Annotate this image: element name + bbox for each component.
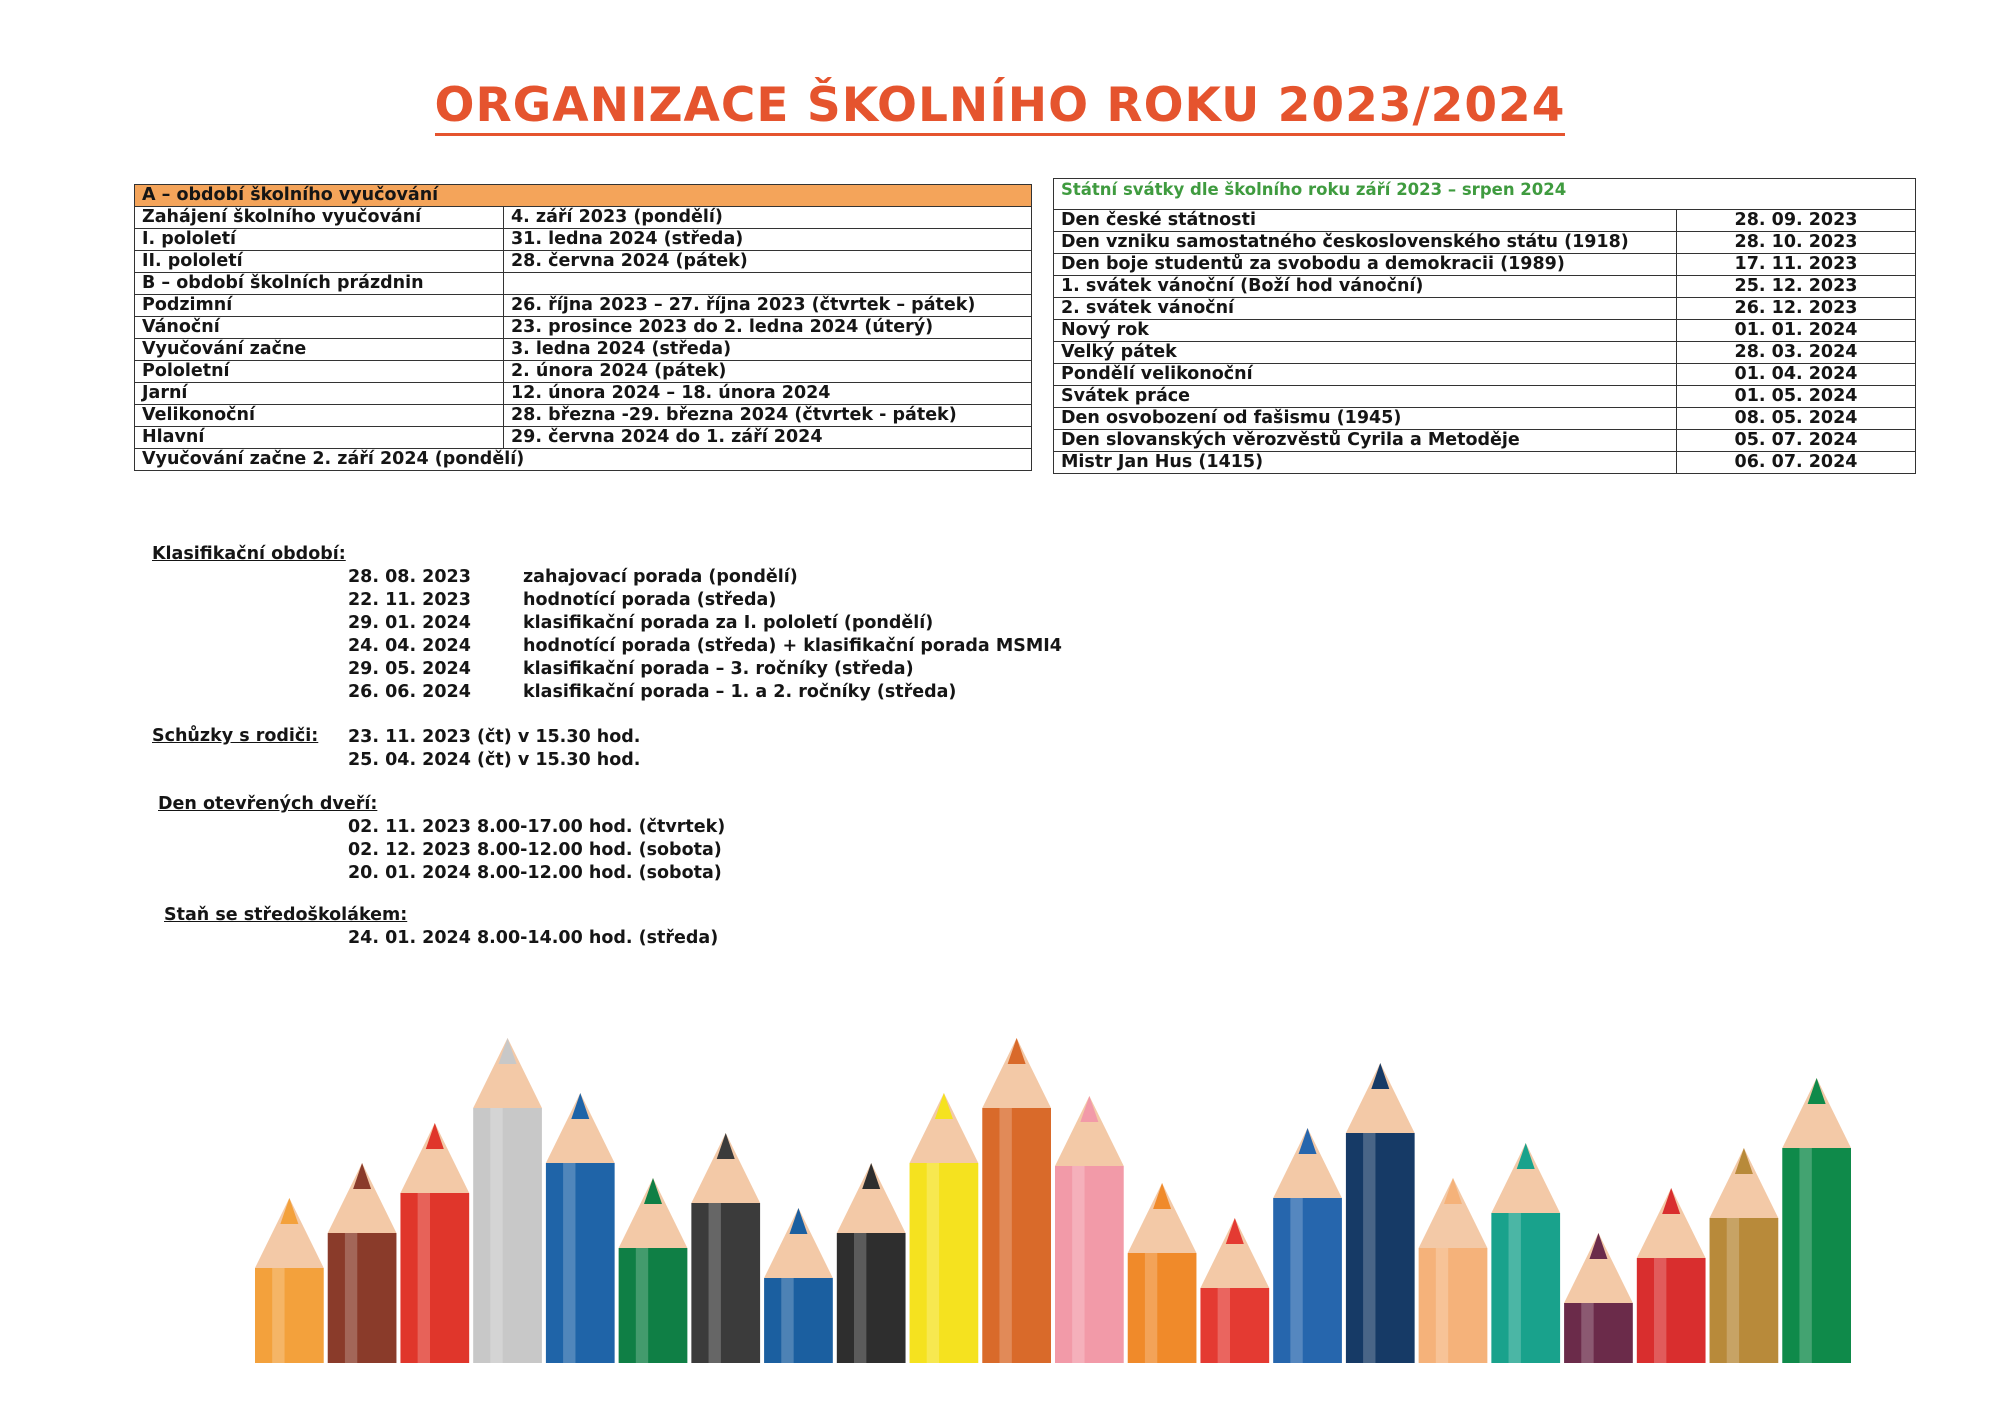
- pencil-highlight: [345, 1233, 357, 1363]
- list-item: [348, 566, 798, 589]
- pencil-body: [473, 1108, 542, 1363]
- pencil-highlight: [418, 1193, 430, 1363]
- footer-note: Vyučování začne 2. září 2024 (pondělí): [135, 449, 1032, 471]
- holiday-row: [1054, 210, 1916, 232]
- pencil: [1273, 1128, 1342, 1363]
- holiday-date: 05. 07. 2024: [1677, 430, 1916, 452]
- stredoskolak-heading: Staň se středoškolákem:: [164, 905, 408, 925]
- holiday-row: [1054, 254, 1916, 276]
- holiday-row: [1054, 452, 1916, 474]
- schuzky-heading: Schůzky s rodiči:: [152, 726, 319, 746]
- item-date: 28. 08. 2023: [348, 567, 471, 587]
- holiday-date: 28. 03. 2024: [1677, 342, 1916, 364]
- item-label: hodnotící porada (středa): [523, 590, 777, 610]
- period-label: Velikonoční: [135, 405, 504, 427]
- pencil: [1564, 1233, 1633, 1363]
- pencil-highlight: [1509, 1213, 1521, 1363]
- pencil-highlight: [1581, 1303, 1593, 1363]
- section-a-title: A – období školního vyučování: [135, 185, 1032, 207]
- pencil: [1346, 1063, 1415, 1363]
- item-date: 26. 06. 2024: [348, 682, 471, 702]
- item-label: klasifikační porada – 1. a 2. ročníky (středa): [523, 682, 957, 702]
- list-item: 23. 11. 2023 (čt) v 15.30 hod.: [348, 727, 641, 747]
- pencil-highlight: [1145, 1253, 1157, 1363]
- table-row: [135, 295, 1032, 317]
- table-row: [135, 229, 1032, 251]
- item-date: 22. 11. 2023: [348, 590, 471, 610]
- pencil-highlight: [1072, 1166, 1084, 1363]
- holiday-date: 01. 05. 2024: [1677, 386, 1916, 408]
- period-value: 31. ledna 2024 (středa): [504, 229, 1032, 251]
- holiday-date: 26. 12. 2023: [1677, 298, 1916, 320]
- list-item: [348, 612, 933, 635]
- section-b-title: B – období školních prázdnin: [135, 273, 504, 295]
- list-item: 02. 12. 2023 8.00-12.00 hod. (sobota): [348, 840, 722, 860]
- period-label: Vyučování začne: [135, 339, 504, 361]
- pencil-body: [1273, 1198, 1342, 1363]
- item-date: 29. 01. 2024: [348, 613, 471, 633]
- holiday-name: Pondělí velikonoční: [1054, 364, 1677, 386]
- pencil-highlight: [1799, 1148, 1811, 1363]
- period-label: Jarní: [135, 383, 504, 405]
- section-b-header: [135, 273, 1032, 295]
- period-value: 28. června 2024 (pátek): [504, 251, 1032, 273]
- empty-cell: [504, 273, 1032, 295]
- pencil-body: [764, 1278, 833, 1363]
- pencil-highlight: [636, 1248, 648, 1363]
- holiday-name: 1. svátek vánoční (Boží hod vánoční): [1054, 276, 1677, 298]
- table-row: [135, 317, 1032, 339]
- pencil: [546, 1093, 615, 1363]
- pencil-body: [910, 1163, 979, 1363]
- item-label: zahajovací porada (pondělí): [523, 567, 798, 587]
- holiday-date: 01. 01. 2024: [1677, 320, 1916, 342]
- pencil-highlight: [854, 1233, 866, 1363]
- period-label: Vánoční: [135, 317, 504, 339]
- item-label: hodnotící porada (středa) + klasifikační porada MSMI4: [523, 636, 1062, 656]
- table-row: [135, 339, 1032, 361]
- holiday-date: 01. 04. 2024: [1677, 364, 1916, 386]
- school-year-table: [134, 184, 1032, 471]
- pencil-body: [1782, 1148, 1851, 1363]
- pencil-body: [1710, 1218, 1779, 1363]
- table-row: [135, 427, 1032, 449]
- pencil-body: [1564, 1303, 1633, 1363]
- item-date: 24. 04. 2024: [348, 636, 471, 656]
- holidays-header-row: [1054, 179, 1916, 210]
- holiday-date: 28. 10. 2023: [1677, 232, 1916, 254]
- pencil-body: [1055, 1166, 1124, 1363]
- pencil: [764, 1208, 833, 1363]
- open-day-heading: Den otevřených dveří:: [158, 794, 378, 814]
- table-footer-row: [135, 449, 1032, 471]
- pencil-body: [1346, 1133, 1415, 1363]
- list-item: [348, 635, 1062, 658]
- pencil-highlight: [490, 1108, 502, 1363]
- pencil-body: [982, 1108, 1051, 1363]
- list-item: [348, 589, 776, 612]
- pencil-highlight: [999, 1108, 1011, 1363]
- list-item: 20. 01. 2024 8.00-12.00 hod. (sobota): [348, 863, 722, 883]
- pencil: [1637, 1188, 1706, 1363]
- pencil-highlight: [272, 1268, 284, 1363]
- pencil-body: [1491, 1213, 1560, 1363]
- pencil: [619, 1178, 688, 1363]
- list-item: 02. 11. 2023 8.00-17.00 hod. (čtvrtek): [348, 817, 726, 837]
- holiday-name: Svátek práce: [1054, 386, 1677, 408]
- holidays-header: Státní svátky dle školního roku září 2023 – srpen 2024: [1054, 179, 1916, 210]
- pencil-body: [837, 1233, 906, 1363]
- pencil: [837, 1163, 906, 1363]
- holiday-date: 06. 07. 2024: [1677, 452, 1916, 474]
- period-label: Zahájení školního vyučování: [135, 207, 504, 229]
- holiday-name: Nový rok: [1054, 320, 1677, 342]
- period-label: Podzimní: [135, 295, 504, 317]
- pencil: [328, 1163, 397, 1363]
- pencil-highlight: [1436, 1248, 1448, 1363]
- item-label: klasifikační porada za I. pololetí (pondělí): [523, 613, 934, 633]
- pencil: [982, 1038, 1051, 1363]
- period-label: I. pololetí: [135, 229, 504, 251]
- holiday-date: 25. 12. 2023: [1677, 276, 1916, 298]
- table-row: [135, 207, 1032, 229]
- holiday-row: [1054, 364, 1916, 386]
- pencil-highlight: [781, 1278, 793, 1363]
- holiday-row: [1054, 386, 1916, 408]
- pencil: [1710, 1148, 1779, 1363]
- period-label: Pololetní: [135, 361, 504, 383]
- period-value: 2. února 2024 (pátek): [504, 361, 1032, 383]
- pencil: [1128, 1183, 1197, 1363]
- period-label: II. pololetí: [135, 251, 504, 273]
- pencil: [1419, 1178, 1488, 1363]
- colored-pencils-image: [250, 1018, 1860, 1363]
- holiday-name: 2. svátek vánoční: [1054, 298, 1677, 320]
- holiday-date: 17. 11. 2023: [1677, 254, 1916, 276]
- item-date: 29. 05. 2024: [348, 659, 471, 679]
- pencil-highlight: [1290, 1198, 1302, 1363]
- page-title: ORGANIZACE ŠKOLNÍHO ROKU 2023/2024: [0, 78, 2000, 133]
- holiday-name: Den boje studentů za svobodu a demokracii (1989): [1054, 254, 1677, 276]
- section-a-header: [135, 185, 1032, 207]
- holiday-name: Velký pátek: [1054, 342, 1677, 364]
- pencil-body: [1200, 1288, 1269, 1363]
- period-value: 28. března -29. března 2024 (čtvrtek - pátek): [504, 405, 1032, 427]
- holiday-row: [1054, 276, 1916, 298]
- pencil-body: [691, 1203, 760, 1363]
- holiday-name: Den české státnosti: [1054, 210, 1677, 232]
- holiday-row: [1054, 320, 1916, 342]
- table-row: [135, 361, 1032, 383]
- period-value: 29. června 2024 do 1. září 2024: [504, 427, 1032, 449]
- list-item: 25. 04. 2024 (čt) v 15.30 hod.: [348, 750, 641, 770]
- pencil: [691, 1133, 760, 1363]
- period-value: 4. září 2023 (pondělí): [504, 207, 1032, 229]
- pencil-body: [1419, 1248, 1488, 1363]
- pencil-body: [619, 1248, 688, 1363]
- pencil: [1491, 1143, 1560, 1363]
- pencil-body: [255, 1268, 324, 1363]
- klasifikace-heading: Klasifikační období:: [152, 544, 346, 564]
- pencil-highlight: [709, 1203, 721, 1363]
- holiday-row: [1054, 298, 1916, 320]
- pencil: [1200, 1218, 1269, 1363]
- holiday-date: 28. 09. 2023: [1677, 210, 1916, 232]
- pencil-body: [546, 1163, 615, 1363]
- table-row: [135, 405, 1032, 427]
- holiday-name: Mistr Jan Hus (1415): [1054, 452, 1677, 474]
- pencil: [400, 1123, 469, 1363]
- pencil: [1782, 1078, 1851, 1363]
- pencil: [255, 1198, 324, 1363]
- pencil-body: [400, 1193, 469, 1363]
- list-item: 24. 01. 2024 8.00-14.00 hod. (středa): [348, 928, 719, 948]
- list-item: [348, 681, 956, 704]
- table-row: [135, 383, 1032, 405]
- holiday-date: 08. 05. 2024: [1677, 408, 1916, 430]
- period-value: 23. prosince 2023 do 2. ledna 2024 (úterý): [504, 317, 1032, 339]
- pencil-body: [1637, 1258, 1706, 1363]
- pencil-highlight: [1727, 1218, 1739, 1363]
- list-item: [348, 658, 914, 681]
- item-label: klasifikační porada – 3. ročníky (středa): [523, 659, 914, 679]
- holiday-row: [1054, 342, 1916, 364]
- pencil-body: [328, 1233, 397, 1363]
- pencil: [1055, 1096, 1124, 1363]
- pencil-body: [1128, 1253, 1197, 1363]
- holiday-row: [1054, 430, 1916, 452]
- holiday-row: [1054, 408, 1916, 430]
- period-value: 3. ledna 2024 (středa): [504, 339, 1032, 361]
- pencil-highlight: [1363, 1133, 1375, 1363]
- pencil: [910, 1093, 979, 1363]
- pencil-highlight: [1218, 1288, 1230, 1363]
- pencil-highlight: [563, 1163, 575, 1363]
- pencil-highlight: [1654, 1258, 1666, 1363]
- holiday-name: Den osvobození od fašismu (1945): [1054, 408, 1677, 430]
- period-label: Hlavní: [135, 427, 504, 449]
- pencil-highlight: [927, 1163, 939, 1363]
- pencil: [473, 1038, 542, 1363]
- holiday-name: Den slovanských věrozvěstů Cyrila a Metoděje: [1054, 430, 1677, 452]
- holiday-name: Den vzniku samostatného československého státu (1918): [1054, 232, 1677, 254]
- state-holidays-table: [1053, 178, 1916, 474]
- period-value: 12. února 2024 – 18. února 2024: [504, 383, 1032, 405]
- period-value: 26. října 2023 – 27. října 2023 (čtvrtek – pátek): [504, 295, 1032, 317]
- holiday-row: [1054, 232, 1916, 254]
- table-row: [135, 251, 1032, 273]
